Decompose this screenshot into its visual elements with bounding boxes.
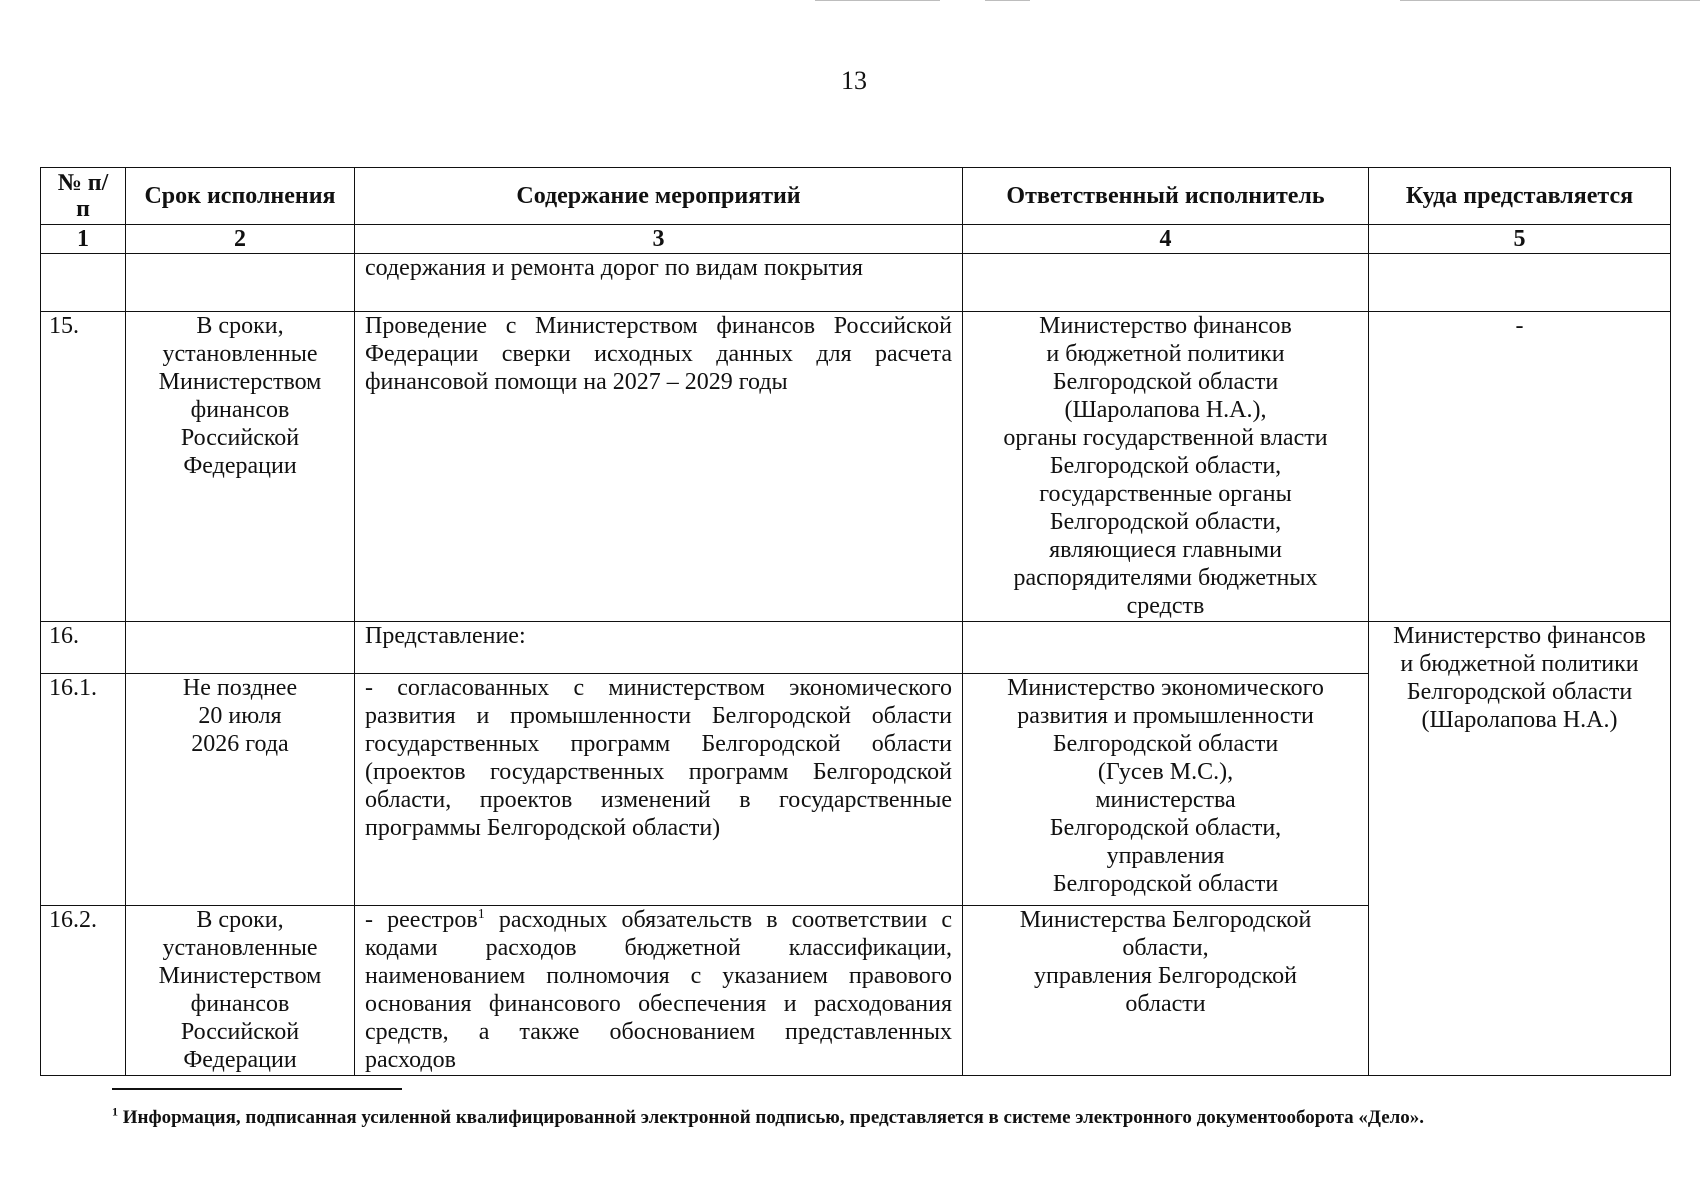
responsible-line: Белгородской области, [1049,453,1282,479]
header-responsible: Ответственный исполнитель [963,168,1369,225]
responsible-line: и бюджетной политики [1046,341,1285,367]
header-recipient: Куда представляется [1369,168,1671,225]
deadline-cell [126,622,355,674]
header-number: № п/п [41,168,126,225]
deadline-line: 2026 года [191,731,289,757]
deadline-line: установленные [162,935,318,961]
responsible-cell [963,312,1369,622]
deadline-line: Федерации [183,1047,297,1073]
column-index: 3 [355,225,963,254]
column-index: 2 [126,225,355,254]
deadline-line: Министерством [158,369,322,395]
footnote [112,1104,1425,1129]
deadline-line: Российской [180,425,300,451]
column-index: 4 [963,225,1369,254]
deadline-cell [126,312,355,622]
deadline-line: финансов [190,991,290,1017]
responsible-line: распорядителями бюджетных [1013,565,1318,591]
table-row [41,254,1671,312]
responsible-line: развития и промышленности [1017,703,1314,729]
content-cell: Представление: [355,622,963,674]
responsible-line: Министерство финансов [1039,313,1292,339]
responsible-line: Министерство экономического [1007,675,1324,701]
column-index: 1 [41,225,126,254]
responsible-line: министерства [1095,787,1236,813]
deadline-line: Министерством [158,963,322,989]
responsible-line: Белгородской области [1052,731,1279,757]
row-number-cell: 16.2. [41,906,126,1076]
responsible-line: управления [1106,843,1225,869]
deadline-line: В сроки, [196,313,284,339]
footnote-marker: 1 [477,907,485,922]
responsible-cell [963,674,1369,906]
responsible-line: области [1125,991,1206,1017]
table-row [41,312,1671,622]
row-number-cell: 16.1. [41,674,126,906]
deadline-line: Российской [180,1019,300,1045]
deadline-line: Федерации [183,453,297,479]
footnote-text: Информация, подписанная усиленной квалифицированной электронной подписью, представляется в системе электронного документооборота «Дело». [118,1107,1425,1128]
recipient-cell: - [1369,312,1671,622]
header-content: Содержание мероприятий [355,168,963,225]
responsible-line: государственные органы [1039,481,1292,507]
scan-edge-line [1400,0,1700,1]
recipient-line: (Шаролапова Н.А.) [1421,707,1618,733]
row-number-cell [41,254,126,312]
responsible-line: Белгородской области [1052,871,1279,897]
responsible-line: (Шаролапова Н.А.), [1064,397,1267,423]
content-cell: Проведение с Министерством финансов Российской Федерации сверки исходных данных для расчета финансовой помощи на 2027 – 2029 годы [355,312,963,622]
column-index-row [41,225,1671,254]
responsible-line: Белгородской области, [1049,815,1282,841]
responsible-line: Министерства Белгородской [1019,907,1312,933]
responsible-line: средств [1126,593,1205,619]
content-cell: - согласованных с министерством экономического развития и промышленности Белгородской области государственных программ Белгородской области (проектов государственных программ Белгородской области, проектов изменений в государственные программы Белгородской области) [355,674,963,906]
deadline-line: Не позднее [182,675,298,701]
responsible-line: Белгородской области, [1049,509,1282,535]
row-number-cell: 15. [41,312,126,622]
content-text: - реестров [365,907,478,933]
content-cell [355,906,963,1076]
footnote-separator [112,1088,402,1090]
responsible-cell [963,906,1369,1076]
recipient-line: Министерство финансов [1393,623,1646,649]
deadline-line: финансов [190,397,290,423]
recipient-line: и бюджетной политики [1400,651,1639,677]
page-number: 13 [841,66,867,95]
responsible-line: Белгородской области [1052,369,1279,395]
header-row [41,168,1671,225]
recipient-cell [1369,254,1671,312]
deadline-cell [126,254,355,312]
scan-edge-line [985,0,1030,1]
deadline-line: В сроки, [196,907,284,933]
deadline-line: установленные [162,341,318,367]
row-number-cell: 16. [41,622,126,674]
recipient-cell [1369,622,1671,1076]
responsible-cell [963,622,1369,674]
deadline-cell [126,906,355,1076]
footnote-mark: 1 [112,1104,118,1119]
content-cell: содержания и ремонта дорог по видам покрытия [355,254,963,312]
responsible-line: области, [1122,935,1209,961]
deadline-cell [126,674,355,906]
header-deadline: Срок исполнения [126,168,355,225]
plan-table [40,167,1671,1076]
responsible-line: органы государственной власти [1003,425,1328,451]
scan-edge-line [815,0,940,1]
column-index: 5 [1369,225,1671,254]
responsible-line: (Гусев М.С.), [1097,759,1234,785]
deadline-line: 20 июля [198,703,282,729]
responsible-cell [963,254,1369,312]
content-text: расходных обязательств в соответствии с кодами расходов бюджетной классификации, наименованием полномочия с указанием правового основания финансового обеспечения и расходования средств, а также обоснованием представленных расходов [365,907,952,1073]
responsible-line: являющиеся главными [1049,537,1282,563]
recipient-line: Белгородской области [1406,679,1633,705]
responsible-line: управления Белгородской [1034,963,1297,989]
table-row [41,622,1671,674]
